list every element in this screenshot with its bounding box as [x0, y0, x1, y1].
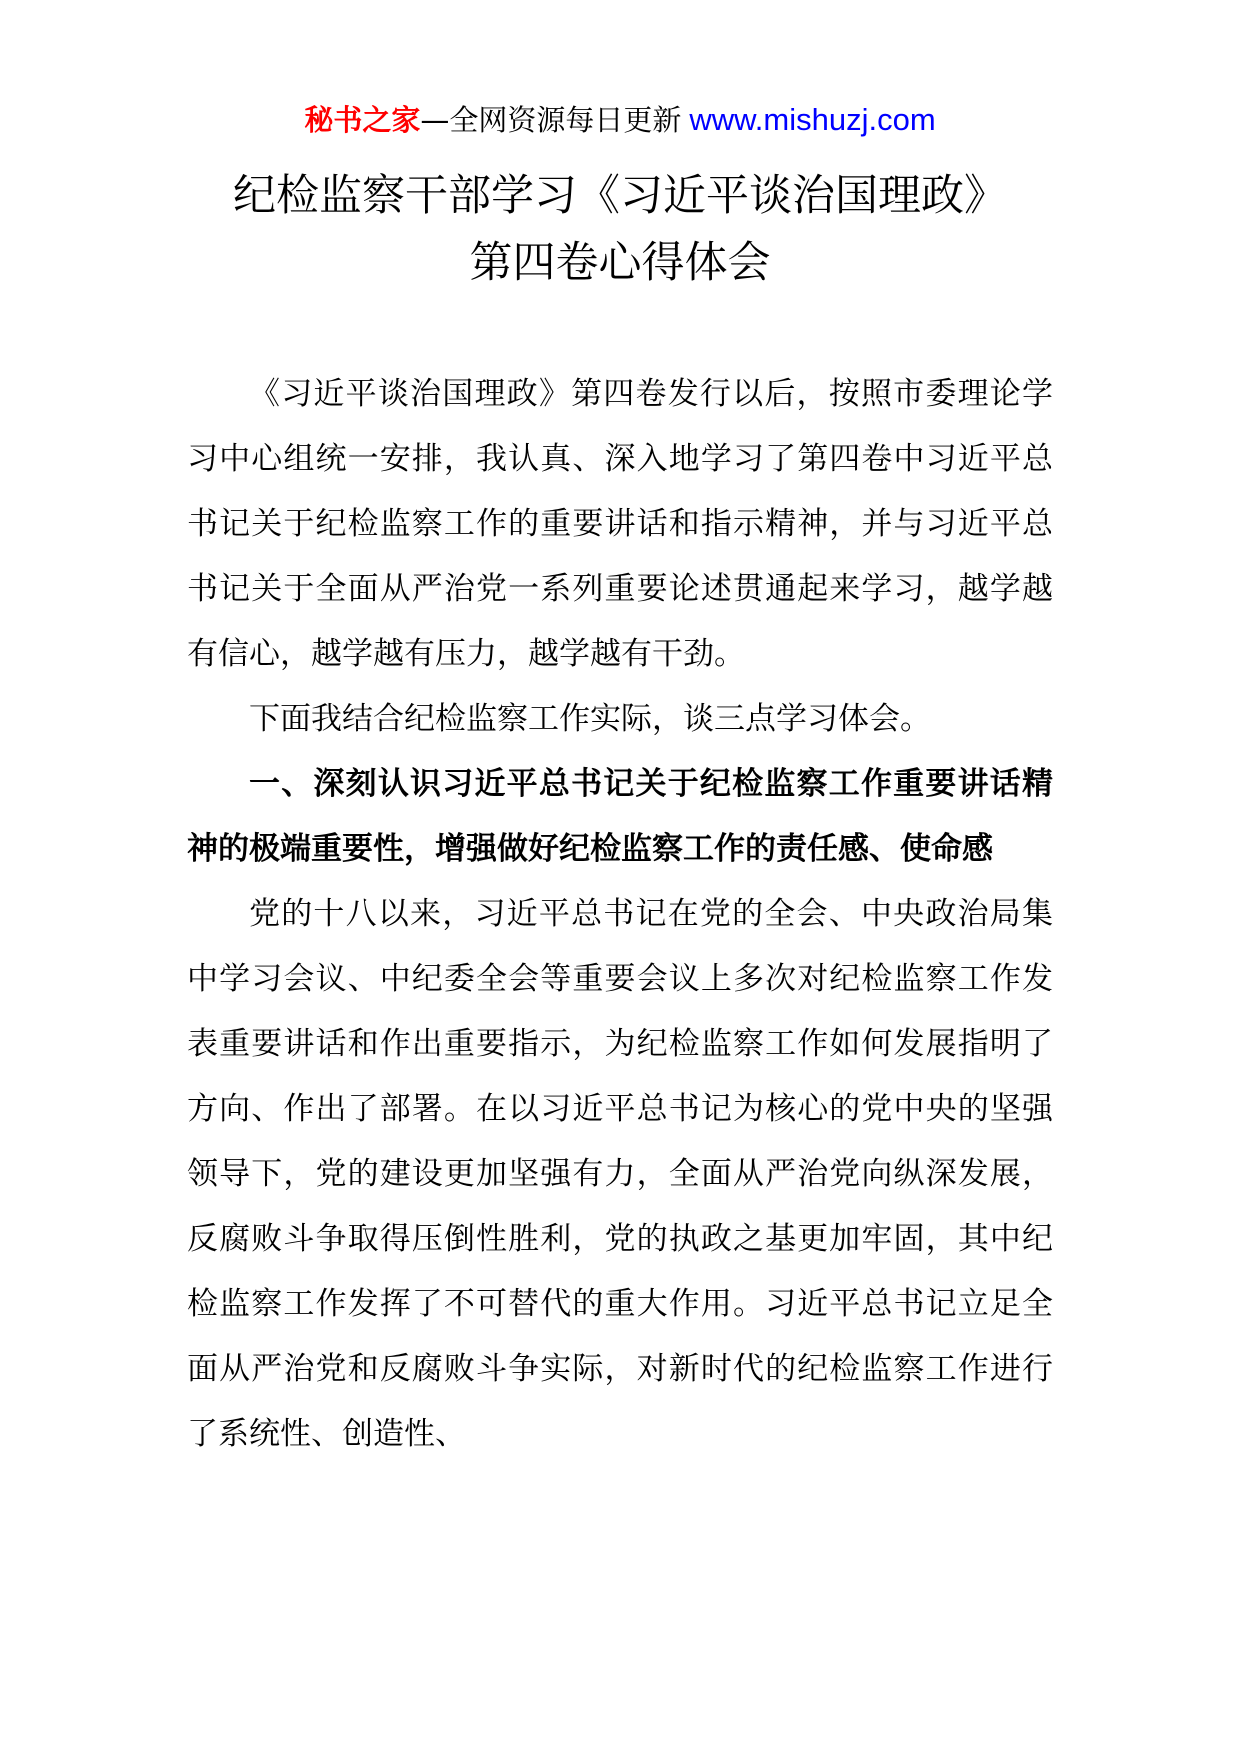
paragraph-intro: 《习近平谈治国理政》第四卷发行以后，按照市委理论学习中心组统一安排，我认真、深入地学习了第四卷中习近平总书记关于纪检监察工作的重要讲话和指示精神，并与习近平总书记关于全面从严治党一系列重要论述贯通起来学习，越学越有信心，越学越有压力，越学越有干劲。 — [187, 376, 1053, 672]
site-url-link[interactable]: www.mishuzj.com — [689, 102, 936, 137]
site-banner — [0, 100, 1240, 140]
document-body — [187, 362, 1053, 1467]
section-heading-1: 一、深刻认识习近平总书记关于纪检监察工作重要讲话精神的极端重要性，增强做好纪检监察工作的责任感、使命感 — [187, 766, 1053, 867]
site-tagline: —全网资源每日更新 — [420, 103, 682, 137]
document-title-line-1: 纪检监察干部学习《习近平谈治国理政》 — [233, 171, 1007, 221]
document-title-line-2: 第四卷心得体会 — [469, 238, 771, 288]
site-brand-name: 秘书之家 — [304, 103, 421, 137]
paragraph-section-1: 党的十八以来，习近平总书记在党的全会、中央政治局集中学习会议、中纪委全会等重要会议上多次对纪检监察工作发表重要讲话和作出重要指示，为纪检监察工作如何发展指明了方向、作出了部署。在以习近平总书记为核心的党中央的坚强领导下，党的建设更加坚强有力，全面从严治党向纵深发展，反腐败斗争取得压倒性胜利，党的执政之基更加牢固，其中纪检监察工作发挥了不可替代的重大作用。习近平总书记立足全面从严治党和反腐败斗争实际，对新时代的纪检监察工作进行了系统性、创造性、 — [187, 896, 1053, 1452]
document-title — [0, 163, 1240, 297]
paragraph-outline: 下面我结合纪检监察工作实际，谈三点学习体会。 — [249, 701, 931, 737]
